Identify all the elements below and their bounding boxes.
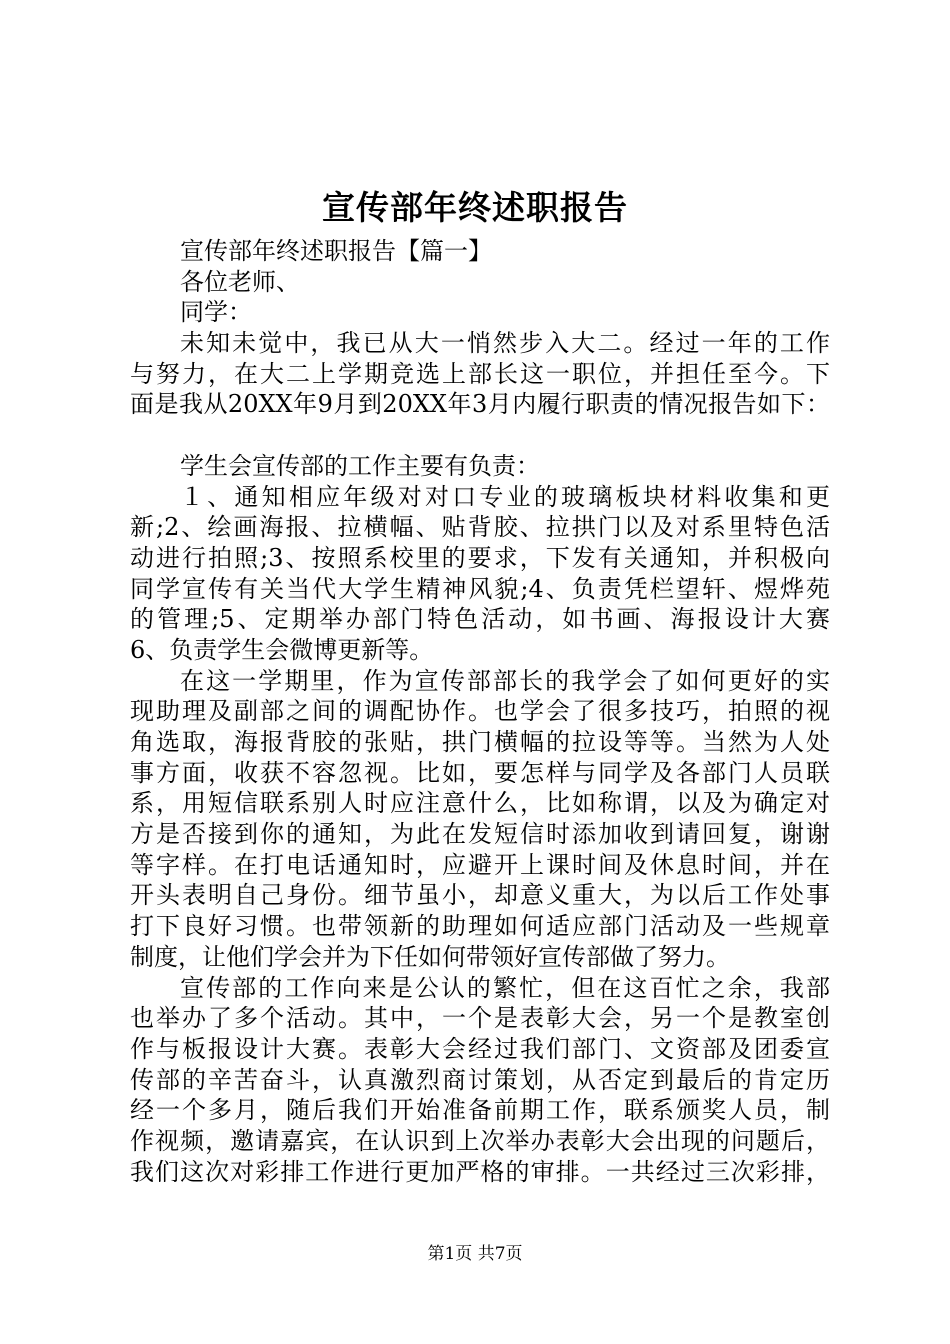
page-number-footer: 第1页 共7页 bbox=[427, 1244, 523, 1264]
paragraph-line: 作视频，邀请嘉宾，在认识到上次举办表彰大会出现的问题后， bbox=[130, 1126, 830, 1155]
paragraph-line: 的管理;5、定期举办部门特色活动，如书画、海报设计大赛 bbox=[130, 605, 830, 634]
document-body bbox=[130, 236, 830, 1187]
paragraph-line: 事方面，收获不容忽视。比如，要怎样与同学及各部门人员联 bbox=[130, 758, 830, 787]
section-heading: 宣传部年终述职报告【篇一】 bbox=[180, 237, 492, 265]
blank-line bbox=[130, 420, 830, 451]
paragraph-line: 也举办了多个活动。其中，一个是表彰大会，另一个是教室创 bbox=[130, 1004, 830, 1033]
paragraph-line: 面是我从20XX年9月到20XX年3月内履行职责的情况报告如下： bbox=[130, 390, 830, 419]
paragraph-line: 现助理及副部之间的调配协作。也学会了很多技巧，拍照的视 bbox=[130, 697, 830, 726]
paragraph-line: 同学宣传有关当代大学生精神风貌;4、负责凭栏望轩、煜烨苑 bbox=[130, 574, 830, 603]
salutation-line: 各位老师、 bbox=[180, 267, 300, 296]
document-title: 宣传部年终述职报告 bbox=[322, 188, 628, 227]
paragraph-line: １、通知相应年级对对口专业的玻璃板块材料收集和更 bbox=[180, 482, 830, 511]
paragraph-line: 经一个多月，随后我们开始准备前期工作，联系颁奖人员，制 bbox=[130, 1096, 830, 1125]
paragraph-line: 等字样。在打电话通知时，应避开上课时间及休息时间，并在 bbox=[130, 850, 830, 879]
salutation-line: 同学： bbox=[180, 298, 252, 327]
paragraph-line: 作与板报设计大赛。表彰大会经过我们部门、文资部及团委宣 bbox=[130, 1034, 830, 1063]
paragraph-line: 打下良好习惯。也带领新的助理如何适应部门活动及一些规章 bbox=[130, 912, 830, 941]
paragraph-line: 在这一学期里，作为宣传部部长的我学会了如何更好的实 bbox=[180, 666, 830, 695]
paragraph-line: 方是否接到你的通知，为此在发短信时添加收到请回复，谢谢 bbox=[130, 820, 830, 849]
paragraph-line: 未知未觉中，我已从大一悄然步入大二。经过一年的工作 bbox=[180, 329, 830, 358]
paragraph-line: 宣传部的工作向来是公认的繁忙，但在这百忙之余，我部 bbox=[180, 973, 830, 1002]
paragraph-line: 制度，让他们学会并为下任如何带领好宣传部做了努力。 bbox=[130, 942, 730, 971]
paragraph-line: 6、负责学生会微博更新等。 bbox=[130, 635, 434, 664]
paragraph-line: 开头表明自己身份。细节虽小，却意义重大，为以后工作处事 bbox=[130, 881, 830, 910]
paragraph-line: 与努力，在大二上学期竞选上部长这一职位，并担任至今。下 bbox=[130, 359, 830, 388]
paragraph-line: 角选取，海报背胶的张贴，拱门横幅的拉设等等。当然为人处 bbox=[130, 728, 830, 756]
paragraph-line: 系，用短信联系别人时应注意什么，比如称谓，以及为确定对 bbox=[130, 789, 830, 818]
paragraph-line: 动进行拍照;3、按照系校里的要求，下发有关通知，并积极向 bbox=[130, 543, 830, 572]
paragraph-line: 我们这次对彩排工作进行更加严格的审排。一共经过三次彩排， bbox=[130, 1157, 830, 1186]
paragraph-line: 传部的辛苦奋斗，认真激烈商讨策划，从否定到最后的肯定历 bbox=[130, 1065, 830, 1094]
paragraph-line: 学生会宣传部的工作主要有负责： bbox=[180, 451, 540, 480]
paragraph-line: 新;2、绘画海报、拉横幅、贴背胶、拉拱门以及对系里特色活 bbox=[130, 513, 830, 542]
